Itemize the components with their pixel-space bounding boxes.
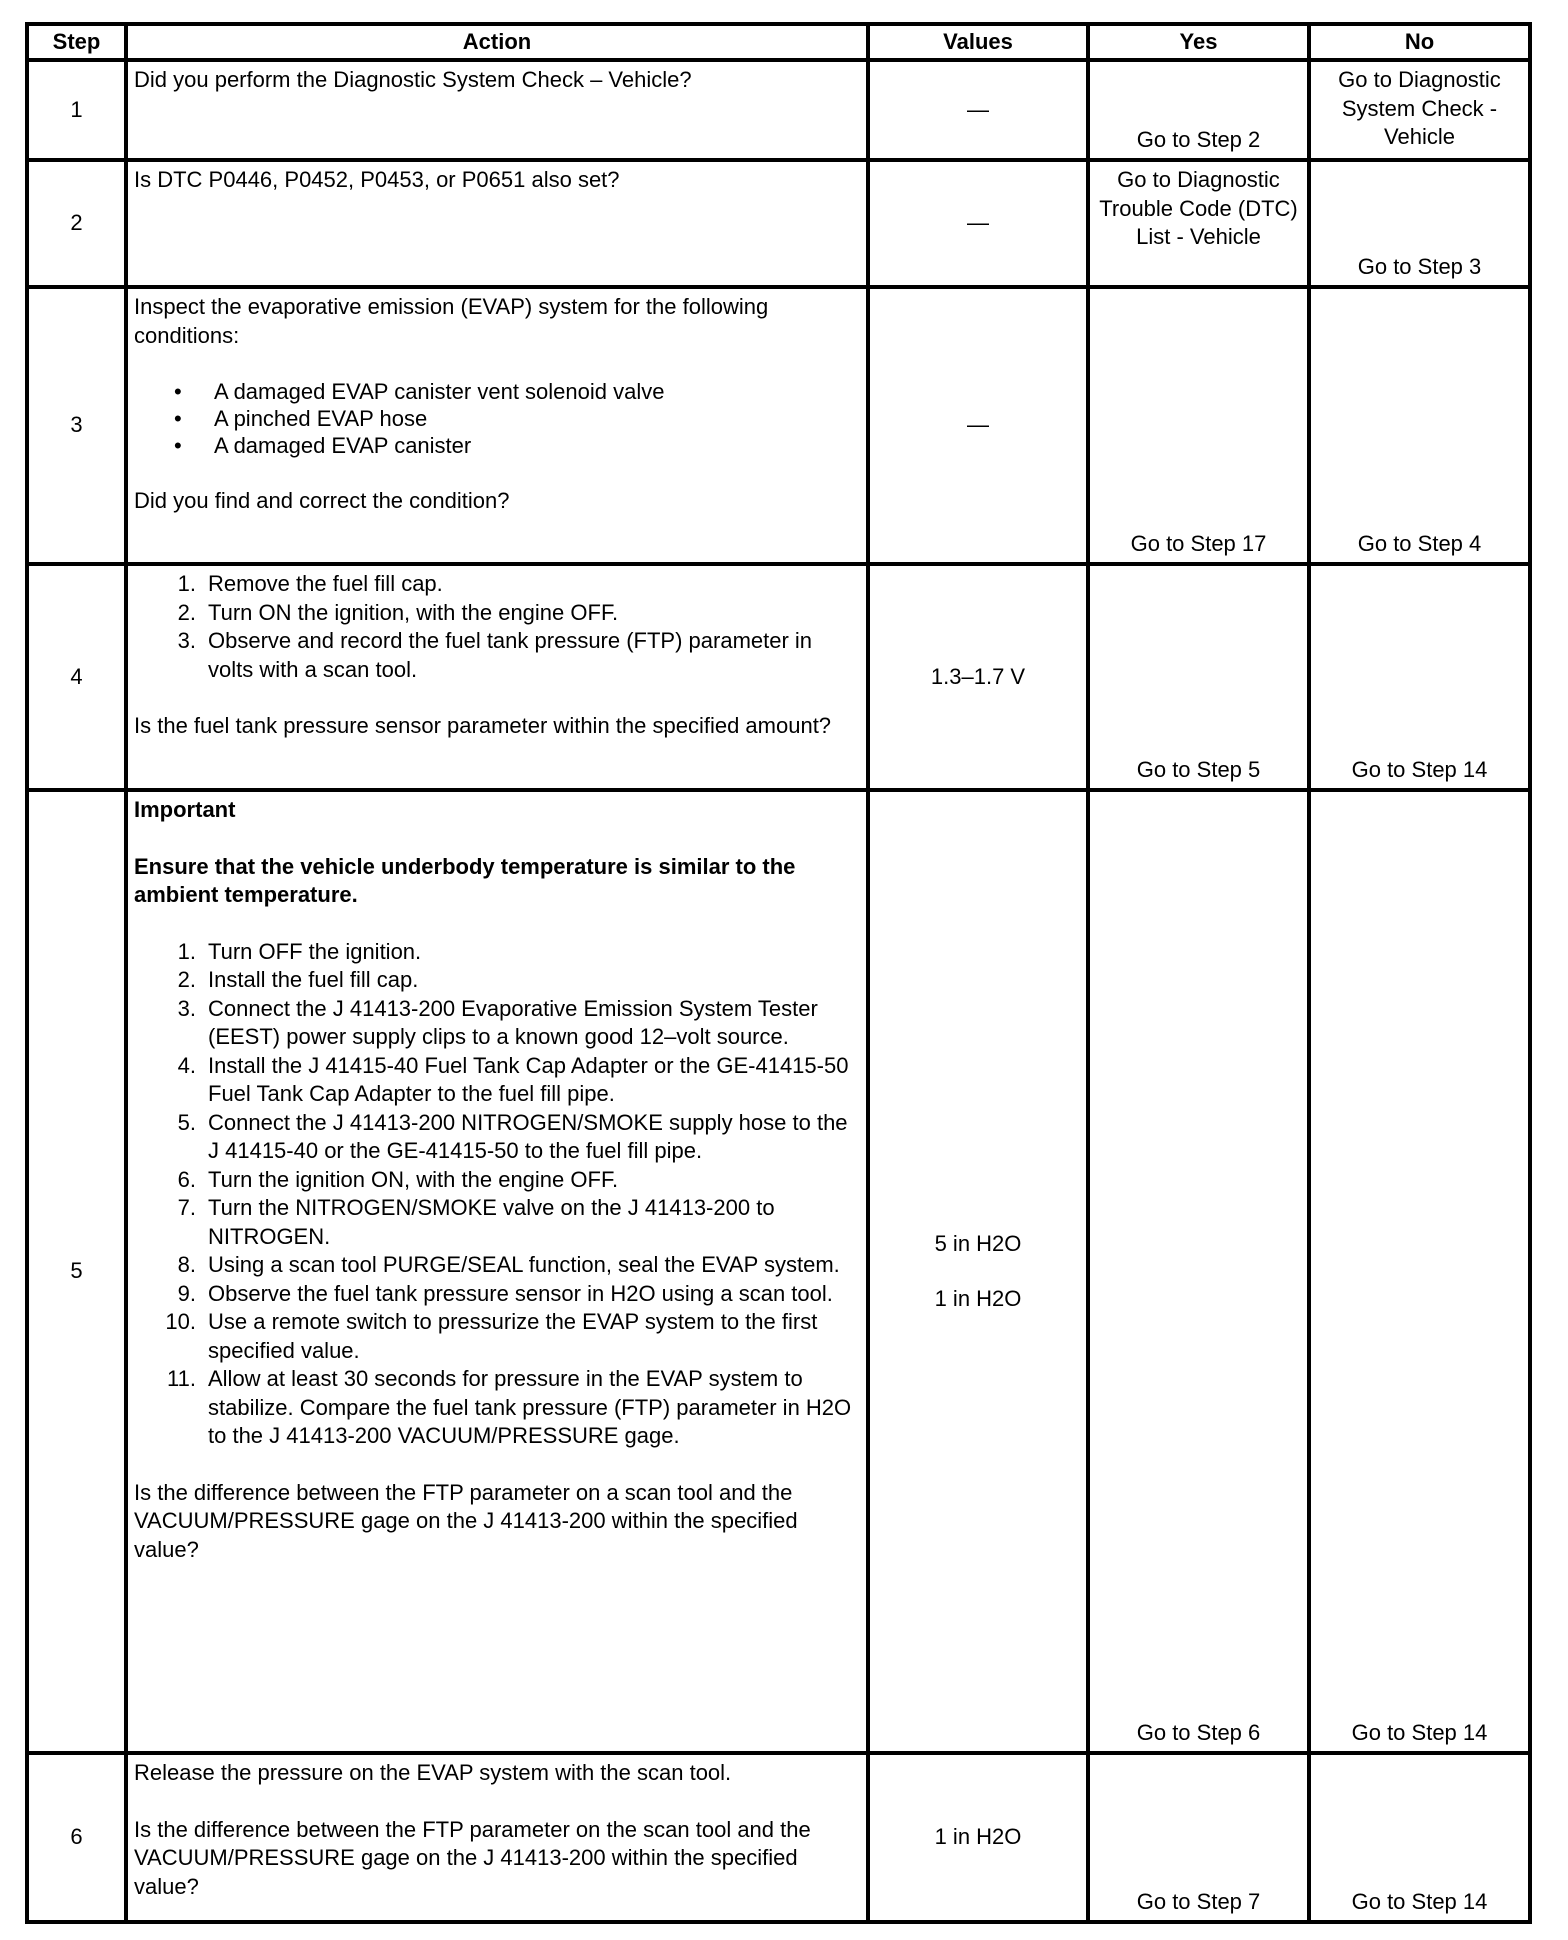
important-label: Important: [134, 797, 236, 822]
no-cell: Go to Diagnostic System Check - Vehicle: [1309, 60, 1530, 160]
step-number: 4: [27, 564, 126, 790]
question: Is DTC P0446, P0452, P0453, or P0651 also set?: [134, 167, 620, 192]
condition-list: [134, 378, 860, 459]
header-values: Values: [868, 24, 1088, 60]
table-row: [27, 160, 1530, 287]
action-cell: [126, 60, 868, 160]
list-item: 10. Use a remote switch to pressurize the EVAP system to the first specified value.: [165, 1309, 818, 1363]
list-item: 2. Turn ON the ignition, with the engine OFF.: [177, 599, 619, 625]
yes-cell: Go to Step 2: [1088, 60, 1309, 160]
no-cell: Go to Step 4: [1309, 287, 1530, 564]
table-row: [27, 60, 1530, 160]
yes-cell: Go to Diagnostic Trouble Code (DTC) List - Vehicle: [1088, 160, 1309, 287]
table-row: [27, 790, 1530, 1753]
question: Is the difference between the FTP parameter on the scan tool and the VACUUM/PRESSURE gage on the J 41413-200 within the specified value?: [134, 1816, 811, 1899]
question: Did you find and correct the condition?: [134, 488, 510, 513]
diagnostic-table: [25, 22, 1532, 1924]
intro-text: Inspect the evaporative emission (EVAP) system for the following conditions:: [134, 294, 769, 348]
no-cell: Go to Step 3: [1309, 160, 1530, 287]
value-2: 1 in H2O: [934, 1285, 1022, 1311]
value-cell: —: [868, 160, 1088, 287]
header-yes: Yes: [1088, 24, 1309, 60]
action-cell: [126, 1753, 868, 1922]
value-cell: —: [868, 60, 1088, 160]
list-item: • A damaged EVAP canister: [174, 433, 472, 458]
action-cell: [126, 160, 868, 287]
step-number: 1: [27, 60, 126, 160]
header-no: No: [1309, 24, 1530, 60]
procedure-list: [134, 570, 860, 684]
procedure-list: [134, 938, 860, 1451]
action-cell: [126, 287, 868, 564]
value-cell: —: [868, 287, 1088, 564]
list-item: 4. Install the J 41415-40 Fuel Tank Cap Adapter or the GE-41415-50 Fuel Tank Cap Adapter to the fuel fill pipe.: [177, 1052, 849, 1106]
list-item: 9. Observe the fuel tank pressure sensor in H2O using a scan tool.: [177, 1280, 833, 1306]
action-cell: [126, 564, 868, 790]
question: Is the difference between the FTP parameter on a scan tool and the VACUUM/PRESSURE gage on the J 41413-200 within the specified value?: [134, 1479, 798, 1562]
value-cell: 1.3–1.7 V: [868, 564, 1088, 790]
header-row: [27, 24, 1530, 60]
table-row: [27, 564, 1530, 790]
important-text: Ensure that the vehicle underbody temperature is similar to the ambient temperature.: [134, 853, 796, 907]
table-row: [27, 1753, 1530, 1922]
intro-text: Release the pressure on the EVAP system with the scan tool.: [134, 1760, 732, 1785]
yes-cell: Go to Step 6: [1088, 790, 1309, 1753]
step-number: 3: [27, 287, 126, 564]
list-item: 7. Turn the NITROGEN/SMOKE valve on the J 41413-200 to NITROGEN.: [177, 1195, 775, 1249]
list-item: • A pinched EVAP hose: [174, 406, 428, 431]
step-number: 5: [27, 790, 126, 1753]
list-item: • A damaged EVAP canister vent solenoid valve: [174, 379, 665, 404]
list-item: 8. Using a scan tool PURGE/SEAL function, seal the EVAP system.: [177, 1252, 840, 1277]
step-number: 6: [27, 1753, 126, 1922]
list-item: 3. Connect the J 41413-200 Evaporative Emission System Tester (EEST) power supply clips to a known good 12–volt source.: [177, 995, 818, 1049]
yes-cell: Go to Step 5: [1088, 564, 1309, 790]
list-item: 2. Install the fuel fill cap.: [177, 967, 419, 992]
list-item: 1. Turn OFF the ignition.: [177, 938, 422, 964]
no-cell: Go to Step 14: [1309, 790, 1530, 1753]
list-item: 3. Observe and record the fuel tank pressure (FTP) parameter in volts with a scan tool.: [177, 628, 813, 682]
action-cell: [126, 790, 868, 1753]
header-step: Step: [27, 24, 126, 60]
question: Did you perform the Diagnostic System Check – Vehicle?: [134, 67, 692, 92]
value-cell: [868, 790, 1088, 1753]
value-1: 5 in H2O: [934, 1231, 1022, 1256]
list-item: 6. Turn the ignition ON, with the engine OFF.: [177, 1166, 619, 1192]
header-action: Action: [126, 24, 868, 60]
list-item: 1. Remove the fuel fill cap.: [177, 571, 443, 596]
list-item: 5. Connect the J 41413-200 NITROGEN/SMOKE supply hose to the J 41415-40 or the GE-41415-50 to the fuel fill pipe.: [177, 1109, 848, 1163]
list-item: 11. Allow at least 30 seconds for pressure in the EVAP system to stabilize. Compare the fuel tank pressure (FTP) parameter in H2O to the J 41413-200 VACUUM/PRESSURE gage.: [167, 1366, 852, 1448]
question: Is the fuel tank pressure sensor parameter within the specified amount?: [134, 713, 832, 738]
table-row: [27, 287, 1530, 564]
yes-cell: Go to Step 17: [1088, 287, 1309, 564]
step-number: 2: [27, 160, 126, 287]
no-cell: Go to Step 14: [1309, 1753, 1530, 1922]
value-cell: 1 in H2O: [868, 1753, 1088, 1922]
yes-cell: Go to Step 7: [1088, 1753, 1309, 1922]
no-cell: Go to Step 14: [1309, 564, 1530, 790]
